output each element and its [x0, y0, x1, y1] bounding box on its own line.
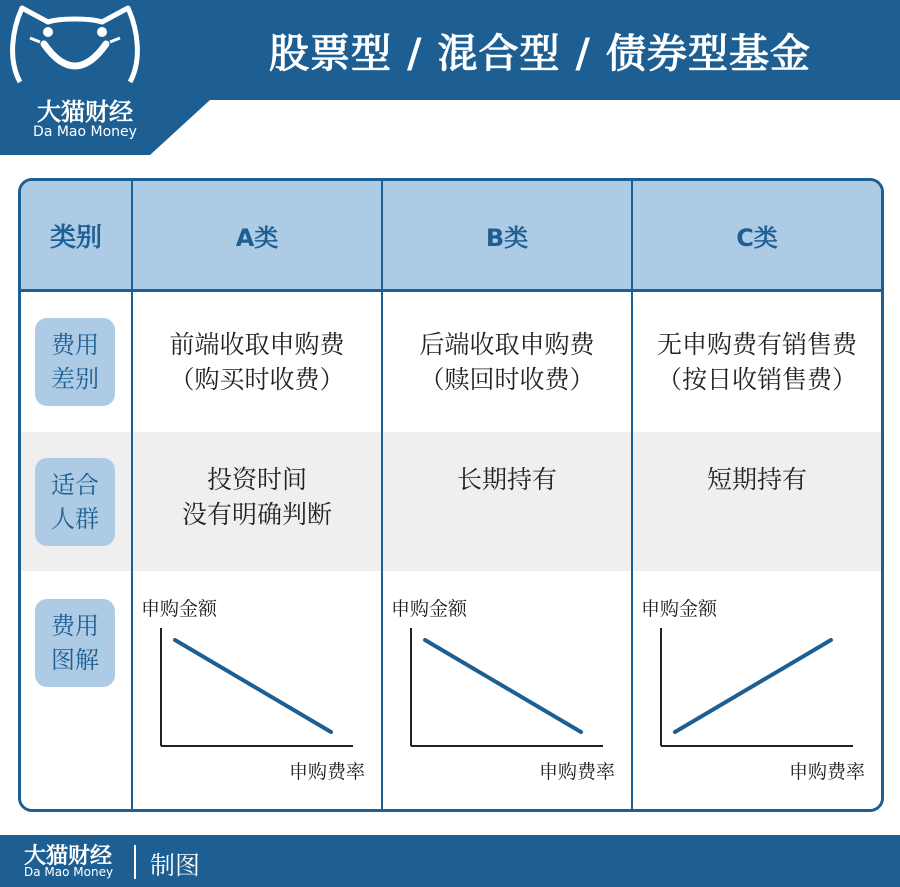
series-line — [175, 640, 331, 732]
column-divider — [131, 181, 133, 809]
column-divider — [631, 181, 633, 809]
chart-b — [383, 571, 631, 809]
table-row-fee-difference — [21, 292, 881, 432]
chart-c-svg — [633, 571, 881, 809]
header-b-label: B类 — [485, 223, 529, 252]
row-label-line2: 图解 — [51, 646, 99, 674]
footer-divider — [134, 845, 136, 879]
table-row-suitable-audience — [21, 432, 881, 571]
cell-c-audience-text: 短期持有 — [706, 465, 807, 494]
table-row-fee-chart — [21, 571, 881, 809]
chart-a-svg — [133, 571, 381, 809]
cell-a-audience-line2: 没有明确判断 — [181, 500, 332, 529]
cell-c-fee-line1: 无申购费有销售费 — [656, 330, 857, 359]
header-cell-a — [133, 181, 381, 289]
y-axis-label: 申购金额 — [141, 598, 218, 620]
x-axis-label: 申购费率 — [788, 761, 865, 783]
cell-a-audience — [133, 432, 381, 532]
x-axis-label: 申购费率 — [288, 761, 365, 783]
chart-b-svg — [383, 571, 631, 809]
cell-a-fee-line1: 前端收取申购费 — [169, 330, 345, 359]
comparison-table — [18, 178, 884, 812]
cell-c-audience — [633, 432, 881, 497]
series-line — [425, 640, 581, 732]
cell-c-fee-line2: （按日收销售费） — [656, 365, 857, 394]
x-axis-label: 申购费率 — [538, 761, 615, 783]
footer-bar — [0, 835, 900, 887]
page-title: 股票型 / 混合型 / 债券型基金 — [269, 31, 811, 77]
logo-name-en: Da Mao Money — [33, 124, 137, 140]
row-label-line1: 费用 — [51, 612, 99, 640]
cell-b-fee — [383, 292, 631, 432]
row-label-line1: 适合 — [51, 471, 99, 499]
header-banner — [0, 0, 900, 155]
cell-b-fee-line1: 后端收取申购费 — [419, 330, 595, 359]
chart-a — [133, 571, 381, 809]
column-divider — [381, 181, 383, 809]
footer-brand-cn: 大猫财经 — [24, 844, 113, 869]
cell-a-audience-line1: 投资时间 — [206, 465, 307, 494]
header-cell-category — [21, 181, 131, 289]
row-label-line2: 差别 — [51, 365, 99, 393]
cell-a-fee-line2: （购买时收费） — [169, 365, 345, 394]
cell-b-audience-text: 长期持有 — [456, 465, 557, 494]
footer-credit: 制图 — [150, 851, 201, 880]
row-label-fee-chart — [35, 599, 115, 687]
cell-b-fee-line2: （赎回时收费） — [419, 365, 595, 394]
cell-a-fee — [133, 292, 381, 432]
table-header-row — [21, 181, 881, 292]
cell-c-fee — [633, 292, 881, 432]
header-cell-c — [633, 181, 881, 289]
header-category-label: 类别 — [49, 222, 102, 253]
footer-brand-en: Da Mao Money — [24, 865, 114, 879]
y-axis-label: 申购金额 — [391, 598, 468, 620]
row-label-suitable-audience — [35, 458, 115, 546]
series-line — [675, 640, 831, 732]
row-label-line1: 费用 — [51, 331, 99, 359]
header-c-label: C类 — [736, 223, 778, 252]
cell-b-audience — [383, 432, 631, 497]
chart-c — [633, 571, 881, 809]
y-axis-label: 申购金额 — [641, 598, 718, 620]
row-label-fee-difference — [35, 318, 115, 406]
logo-name-cn: 大猫财经 — [37, 98, 133, 126]
header-cell-b — [383, 181, 631, 289]
header-a-label: A类 — [235, 223, 279, 252]
row-label-line2: 人群 — [51, 505, 99, 533]
